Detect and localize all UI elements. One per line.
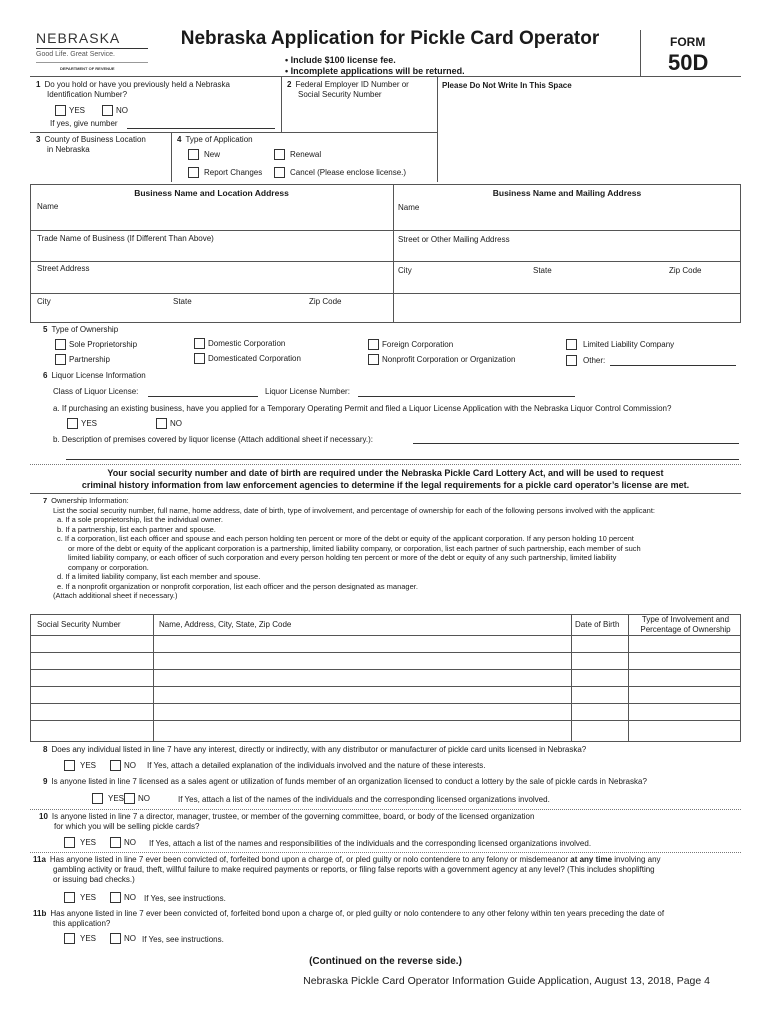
q1-question: 1 Do you hold or have you previously held a Nebraska Identification Number? — [36, 80, 230, 99]
q4-cancel-checkbox[interactable]: Cancel (Please enclose license.) — [274, 167, 406, 178]
q6-class-label: Class of Liquor License: — [53, 387, 139, 396]
q6-number-field[interactable] — [358, 396, 575, 397]
form-number: 50D — [668, 50, 709, 75]
table-row — [30, 720, 741, 721]
office-use-label: Please Do Not Write In This Space — [442, 81, 572, 90]
location-zip-label: Zip Code — [309, 297, 342, 306]
q5-llc-checkbox[interactable]: Limited Liability Company — [566, 339, 674, 350]
q8-ifyes: If Yes, attach a detailed explanation of the individuals involved and the nature of these interests. — [147, 761, 486, 770]
form-label: FORM — [670, 35, 706, 49]
q9-ifyes: If Yes, attach a list of the names of the individuals and the corresponding licensed organizations involved. — [178, 795, 550, 804]
q3-question: 3 County of Business Location in Nebraska — [36, 135, 146, 154]
table-row — [30, 652, 741, 653]
q4-question: 4 Type of Application — [177, 135, 253, 144]
q6b-description-field-2[interactable] — [66, 459, 739, 460]
q11a-no-checkbox[interactable]: NO — [110, 892, 136, 903]
q11b-question: 11b Has anyone listed in line 7 ever been convicted of, forfeited bond upon a charge of, or pled guilty or nolo contendere to any other felony within ten years preceding the date of this application? — [33, 909, 665, 928]
q5-nonprofit-checkbox[interactable]: Nonprofit Corporation or Organization — [368, 354, 515, 365]
q6-number-label: Liquor License Number: — [265, 387, 350, 396]
q9-yes-checkbox[interactable]: YES — [92, 793, 124, 804]
q5-other-field[interactable] — [610, 365, 736, 366]
location-street-label: Street Address — [37, 264, 90, 273]
q5-other-checkbox[interactable]: Other: — [566, 355, 605, 366]
location-name-label: Name — [37, 202, 59, 211]
q6b-description-field[interactable] — [413, 443, 739, 444]
q8-yes-checkbox[interactable]: YES — [64, 760, 96, 771]
q6a-question: a. If purchasing an existing business, have you applied for a Temporary Operating Permit and filed a Liquor License Application with the Nebraska Liquor Control Commission? — [53, 404, 672, 413]
trade-name-label: Trade Name of Business (If Different Than Above) — [37, 234, 214, 243]
mailing-state-label: State — [533, 266, 552, 275]
business-address-box — [30, 184, 741, 323]
q5-partnership-checkbox[interactable]: Partnership — [55, 354, 110, 365]
q8-no-checkbox[interactable]: NO — [110, 760, 136, 771]
q2-question: 2 Federal Employer ID Number or Social Security Number — [287, 80, 409, 99]
mailing-city-label: City — [398, 266, 412, 275]
table-row — [30, 703, 741, 704]
table-row — [30, 686, 741, 687]
q6b-question: b. Description of premises covered by liquor license (Attach additional sheet if necessary.): — [53, 435, 374, 444]
instruction-incomplete: • Incomplete applications will be returned. — [285, 66, 465, 76]
q9-question: 9 Is anyone listed in line 7 licensed as a sales agent or utilization of funds member of an organization licensed to conduct a lottery by the sale of pickle cards in Nebraska? — [43, 777, 647, 786]
q10-no-checkbox[interactable]: NO — [110, 837, 136, 848]
table-row — [30, 635, 741, 636]
footer-text: Nebraska Pickle Card Operator Information Guide Application, August 13, 2018, Page 4 — [303, 975, 710, 987]
q8-question: 8 Does any individual listed in line 7 have any interest, directly or indirectly, with any distributor or manufacturer of pickle card units licensed in Nebraska? — [43, 745, 587, 754]
mailing-heading: Business Name and Mailing Address — [492, 188, 642, 198]
q11a-question: 11a Has anyone listed in line 7 ever been convicted of, forfeited bond upon a charge of, or pled guilty or nolo contendere to any felony or misdemeanor at any time involving any gambling activity or fraud, theft, willful failure to make required payments or reports, or filing false reports with a government agency at any level? (This includes shoplifting or issuing bad checks.) — [33, 855, 661, 884]
ssn-notice: Your social security number and date of birth are required under the Nebraska Pickle Card Lottery Act, and will be used to request criminal history information from law enforcement agencies to determine if the legal requirements for a pickle card operator’s license are met. — [81, 468, 690, 490]
instruction-fee: • Include $100 license fee. — [285, 55, 396, 65]
q11b-yes-checkbox[interactable]: YES — [64, 933, 96, 944]
q10-ifyes: If Yes, attach a list of the names and responsibilities of the individuals and the corresponding licensed organizations involved. — [149, 839, 592, 848]
q6a-yes-checkbox[interactable]: YES — [67, 418, 97, 429]
q5-domestic-checkbox[interactable]: Domestic Corporation — [194, 338, 285, 349]
mailing-street-label: Street or Other Mailing Address — [398, 235, 510, 244]
location-state-label: State — [173, 297, 192, 306]
q7-question: 7 Ownership Information: List the social security number, full name, home address, date of birth, type of involvement, and percentage of ownership for each of the following persons involved with the applicant: a. If a sole proprietorship, list the individual owner. b. If a partnership, list each partner and spouse. c. If a corporation, list each officer and spouse and each person holding ten percent or more of the debt or equity of the applicant corporation. If any person holding 10 percent or more of the debt or equity of the applicant corporation is a partnership, limited liability company, or corporation, list each partner of such partnership, each member of such limited liability company, or each officer of such corporation and every person holding ten percent or more of the debt or equity of any such partnership, limited liability company or corporation. d. If a limited liability company, list each member and spouse. e. If a nonprofit organization or nonprofit corporation, list each officer and the person designated as manager. (Attach additional sheet if necessary.) — [43, 496, 656, 600]
col-name-header: Name, Address, City, State, Zip Code — [159, 620, 292, 629]
q1-number-field[interactable] — [127, 128, 275, 129]
q9-no-checkbox[interactable]: NO — [124, 793, 150, 804]
logo-tagline: Good Life. Great Service. — [36, 51, 115, 58]
form-title: Nebraska Application for Pickle Card Operator — [180, 28, 600, 49]
location-city-label: City — [37, 297, 51, 306]
q10-yes-checkbox[interactable]: YES — [64, 837, 96, 848]
q5-question: 5 Type of Ownership — [43, 325, 119, 334]
table-row — [30, 669, 741, 670]
col-dob-header: Date of Birth — [575, 620, 620, 629]
logo-name: NEBRASKA — [36, 30, 121, 46]
q1-give-number-label: If yes, give number — [50, 119, 118, 128]
logo-department: DEPARTMENT OF REVENUE — [60, 66, 115, 71]
q11b-ifyes: If Yes, see instructions. — [142, 935, 224, 944]
q6-class-field[interactable] — [148, 396, 258, 397]
q11b-no-checkbox[interactable]: NO — [110, 933, 136, 944]
q11a-ifyes: If Yes, see instructions. — [144, 894, 226, 903]
q6a-no-checkbox[interactable]: NO — [156, 418, 182, 429]
q6-question: 6 Liquor License Information — [43, 371, 146, 380]
nebraska-logo — [36, 30, 156, 76]
q4-new-checkbox[interactable]: New — [188, 149, 220, 160]
col-ssn-header: Social Security Number — [37, 620, 121, 629]
q4-renewal-checkbox[interactable]: Renewal — [274, 149, 321, 160]
q10-question: 10 Is anyone listed in line 7 a director, manager, trustee, or member of the governing committee, board, or body of the licensed organization for which you will be selling pickle cards? — [39, 812, 535, 831]
q1-no-checkbox[interactable]: NO — [102, 105, 128, 116]
mailing-name-label: Name — [398, 203, 420, 212]
q5-sole-checkbox[interactable]: Sole Proprietorship — [55, 339, 137, 350]
q5-domesticated-checkbox[interactable]: Domesticated Corporation — [194, 353, 301, 364]
location-heading: Business Name and Location Address — [134, 188, 289, 198]
col-type-header: Type of Involvement and Percentage of Ownership — [640, 615, 731, 634]
q5-foreign-checkbox[interactable]: Foreign Corporation — [368, 339, 453, 350]
continued-note: (Continued on the reverse side.) — [309, 956, 462, 967]
q1-yes-checkbox[interactable]: YES — [55, 105, 85, 116]
mailing-zip-label: Zip Code — [669, 266, 702, 275]
q4-report-changes-checkbox[interactable]: Report Changes — [188, 167, 262, 178]
q11a-yes-checkbox[interactable]: YES — [64, 892, 96, 903]
